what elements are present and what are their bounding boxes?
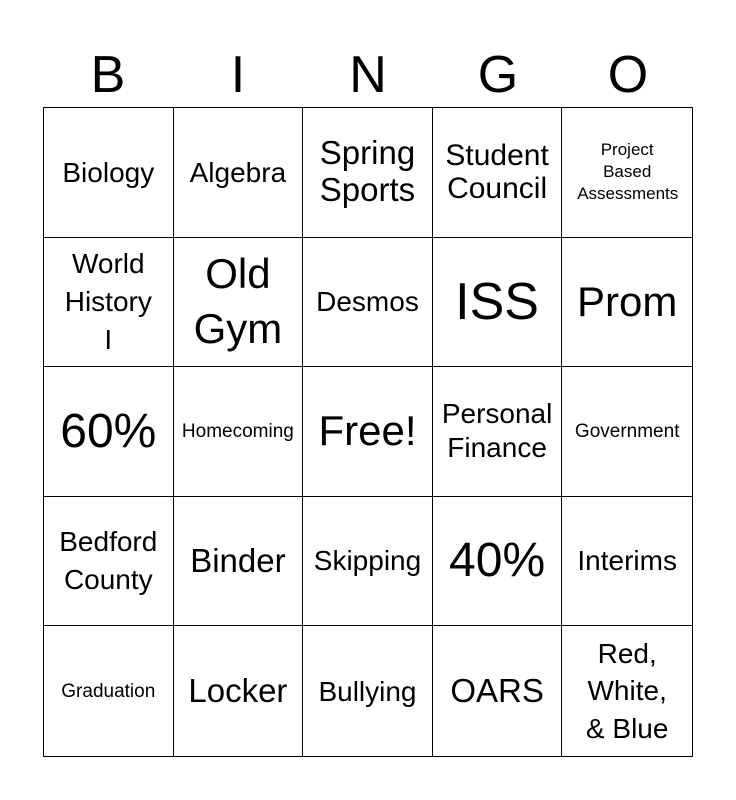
bingo-cell[interactable] (303, 238, 433, 368)
bingo-cell[interactable] (433, 108, 563, 238)
bingo-cell[interactable] (174, 238, 304, 368)
cell-label: Old Gym (193, 250, 283, 352)
cell-label: Free! (318, 407, 417, 455)
bingo-cell[interactable] (433, 626, 563, 756)
cell-label: Spring Sports (319, 134, 416, 209)
cell-label: Government (574, 420, 680, 442)
cell-label: 40% (449, 534, 546, 588)
cell-label: ISS (455, 272, 539, 331)
bingo-header (43, 42, 693, 108)
bingo-cell[interactable] (433, 238, 563, 368)
bingo-cell[interactable] (44, 367, 174, 497)
bingo-cell[interactable] (174, 626, 304, 756)
bingo-cell[interactable] (562, 497, 692, 627)
cell-label: 60% (60, 404, 157, 458)
cell-label: Desmos (316, 286, 419, 318)
bingo-cell[interactable] (562, 367, 692, 497)
cell-label: OARS (450, 671, 544, 709)
cell-label: Personal Finance (441, 398, 553, 464)
cell-label: Skipping (313, 545, 422, 577)
cell-label: Bedford County (59, 526, 158, 596)
cell-label: Student Council (445, 138, 549, 206)
cell-label: Prom (577, 277, 678, 325)
header-letter-i: I (230, 46, 246, 104)
cell-label: Interims (577, 545, 677, 577)
header-letter-n: N (349, 46, 387, 104)
cell-label: Graduation (61, 680, 156, 702)
cell-label: Locker (188, 671, 288, 709)
bingo-cell[interactable] (562, 626, 692, 756)
cell-label: Homecoming (181, 420, 294, 442)
bingo-cell[interactable] (44, 626, 174, 756)
cell-label: Red, White, & Blue (585, 637, 669, 745)
cell-label: Bullying (318, 675, 417, 707)
bingo-cell[interactable] (562, 238, 692, 368)
bingo-cell[interactable] (44, 497, 174, 627)
bingo-cell[interactable] (433, 497, 563, 627)
bingo-cell[interactable] (562, 108, 692, 238)
header-letter-o: O (607, 46, 649, 104)
bingo-cell[interactable] (44, 108, 174, 238)
cell-label: Binder (190, 541, 286, 579)
cell-label: Project Based Assessments (577, 140, 679, 204)
header-letter-g: G (477, 46, 519, 104)
bingo-board (43, 107, 693, 757)
bingo-cell[interactable] (44, 238, 174, 368)
header-letter-b: B (90, 46, 126, 104)
cell-label: Algebra (189, 156, 287, 188)
bingo-cell[interactable] (433, 367, 563, 497)
bingo-cell[interactable] (174, 108, 304, 238)
bingo-cell[interactable] (174, 367, 304, 497)
cell-label: Biology (62, 156, 155, 188)
bingo-cell[interactable] (303, 497, 433, 627)
bingo-cell[interactable] (303, 367, 433, 497)
bingo-cell[interactable] (303, 108, 433, 238)
bingo-cell[interactable] (174, 497, 304, 627)
cell-label: World History I (64, 248, 152, 355)
bingo-cell[interactable] (303, 626, 433, 756)
